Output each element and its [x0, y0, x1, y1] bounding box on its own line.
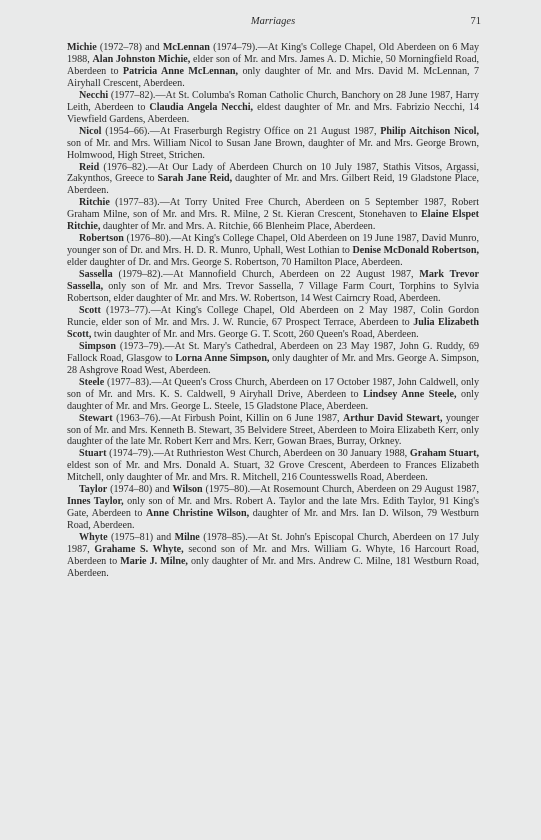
entry-text: daughter of Mr. and Mrs. Gilbert Reid, 19 Gladstone Place, Aberdeen.: [67, 173, 479, 197]
bold-name: Whyte: [79, 532, 108, 544]
bold-name: Stuart: [79, 448, 107, 460]
entry-text: only son of Mr. and Mrs. Robert A. Taylor and the late Mrs. Edith Taylor, 91 King's Gate, Aberdeen to: [67, 496, 479, 520]
bold-name: Mark Trevor Sassella,: [67, 269, 480, 293]
entry-text: (1974–79).—At King's College Chapel, Old Aberdeen on 6 May 1988,: [67, 42, 479, 65]
page-number: 71: [470, 16, 481, 27]
marriage-entry: [67, 448, 479, 484]
entry-text: (1973–77).—At King's College Chapel, Old Aberdeen on 2 May 1987, Colin Gordon Runcie, elder son of Mr. and Mrs. J. W. Runcie, 67 Prospect Terrace, Aberdeen to: [67, 304, 479, 328]
entry-text: (1975–81) and: [107, 532, 175, 544]
bold-name: Grahame S. Whyte,: [94, 544, 184, 556]
marriage-entry: [67, 377, 479, 413]
entry-text: daughter of Mr. and Mrs. Ian D. Wilson, 79 Westburn Road, Aberdeen.: [67, 508, 479, 532]
bold-name: Reid: [79, 161, 100, 173]
bold-name: Graham Stuart,: [409, 448, 479, 460]
entry-text: elder daughter of Dr. and Mrs. George S. Robertson, 70 Hamilton Place, Aberdeen.: [67, 257, 403, 269]
marriage-entry: [67, 413, 479, 449]
marriage-entry: [67, 305, 479, 341]
bold-name: Wilson: [172, 484, 203, 496]
bold-name: Alan Johnston Michie,: [92, 53, 191, 65]
bold-name: Robertson: [79, 233, 124, 245]
marriage-entry: [67, 532, 479, 580]
entry-text: (1974–79).—At Ruthrieston West Church, Aberdeen on 30 January 1988,: [106, 448, 410, 460]
bold-name: Necchi: [79, 89, 109, 101]
entry-text: only son of Mr. and Mrs. Trevor Sassella, 7 Village Farm Court, Torphins to Sylvia Robertson, elder daughter of Mr. and Mrs. W. Robertson, 14 West Cairncry Road, Aberdeen.: [67, 281, 479, 305]
marriage-entries: [67, 42, 479, 580]
bold-name: Steele: [79, 376, 105, 388]
marriage-entry: [67, 269, 479, 305]
bold-name: Denise McDonald Robertson,: [352, 245, 479, 257]
marriage-entry: [67, 90, 479, 126]
entry-text: second son of Mr. and Mrs. William G. Whyte, 16 Harcourt Road, Aberdeen to: [67, 544, 479, 567]
marriage-entry: [67, 126, 479, 162]
running-head: [67, 14, 479, 36]
marriage-entry: [67, 233, 479, 269]
entry-text: (1975–80).—At Rosemount Church, Aberdeen on 29 August 1987,: [202, 484, 479, 496]
bold-name: Stewart: [79, 412, 113, 424]
bold-name: Taylor: [79, 484, 108, 496]
marriage-entry: [67, 484, 479, 532]
marriage-entry: [67, 197, 479, 233]
entry-text: eldest son of Mr. and Mrs. Donald A. Stuart, 32 Grove Crescent, Aberdeen to Frances Elizabeth Mitchell, only daughter of Mr. and Mrs. R. Mitchell, 216 Countesswells Road, Aberdeen.: [67, 460, 479, 484]
entry-text: (1979–82).—At Mannofield Church, Aberdeen on 22 August 1987,: [112, 269, 420, 281]
bold-name: Lindsey Anne Steele,: [363, 388, 457, 400]
bold-name: Philip Aitchison Nicol,: [380, 125, 479, 137]
entry-text: eldest daughter of Mr. and Mrs. Fabrizio Necchi, 14 Viewfield Gardens, Aberdeen.: [67, 101, 479, 125]
bold-name: Michie: [67, 42, 97, 53]
entry-text: daughter of Mr. and Mrs. A. Ritchie, 66 Blenheim Place, Aberdeen.: [100, 221, 376, 233]
entry-text: (1978–85).—At St. John's Episcopal Church, Aberdeen on 17 July 1987,: [67, 532, 479, 556]
running-title: Marriages: [250, 16, 296, 27]
entry-text: only daughter of Mr. and Mrs. George L. Steele, 15 Gladstone Place, Aberdeen.: [67, 388, 480, 412]
bold-name: Patricia Anne McLennan,: [122, 65, 239, 77]
bold-name: Julia Elizabeth Scott,: [67, 316, 479, 340]
entry-text: (1954–66).—At Fraserburgh Registry Office on 21 August 1987,: [101, 125, 381, 137]
entry-text: (1972–78) and: [96, 42, 163, 53]
bold-name: Marie J. Milne,: [120, 555, 188, 567]
entry-text: (1977–82).—At St. Columba's Roman Catholic Church, Banchory on 28 June 1987, Harry Leith, Aberdeen to: [67, 89, 479, 113]
bold-name: Elaine Elspet Ritchie,: [67, 209, 479, 233]
bold-name: Arthur David Stewart,: [342, 412, 443, 424]
entry-text: (1976–82).—At Our Lady of Aberdeen Church on 10 July 1987, Stathis Vitsos, Argassi, Zakynthos, Greece to: [67, 161, 479, 185]
bold-name: Sarah Jane Reid,: [157, 173, 233, 185]
entry-text: (1977–83).—At Queen's Cross Church, Aberdeen on 17 October 1987, John Caldwell, only son of Mr. and Mrs. K. S. Caldwell, 9 Airyhall Drive, Aberdeen to: [67, 376, 479, 400]
entry-text: elder son of Mr. and Mrs. James A. D. Michie, 50 Morningfield Road, Aberdeen to: [67, 53, 480, 77]
entry-text: (1977–83).—At Torry United Free Church, Aberdeen on 5 September 1987, Robert Graham Milne, son of Mr. and Mrs. R. Milne, 2 St. Kieran Crescent, Stonehaven to: [67, 197, 479, 221]
entry-text: twin daughter of Mr. and Mrs. George G. T. Scott, 260 Queen's Road, Aberdeen.: [91, 328, 419, 340]
bold-name: Sassella: [79, 269, 113, 281]
marriage-entry: [67, 162, 479, 198]
marriage-entry: [67, 42, 479, 90]
bold-name: Anne Christine Wilson,: [146, 508, 250, 520]
bold-name: Claudia Angela Necchi,: [149, 101, 254, 113]
entry-text: younger son of Mr. and Mrs. Kenneth B. Stewart, 35 Belvidere Street, Aberdeen to Moira Elizabeth Kerr, only daughter of the late Mr. Robert Kerr and Mrs. Kerr, Gowan Braes, Burray, Orkney.: [67, 412, 479, 448]
marriage-entry: [67, 341, 479, 377]
bold-name: McLennan: [162, 42, 210, 53]
entry-text: son of Mr. and Mrs. William Nicol to Susan Jane Brown, daughter of Mr. and Mrs. George Brown, Holmwood, High Street, Strichen.: [67, 137, 479, 161]
entry-text: (1963–76).—At Firbush Point, Killin on 6 June 1987,: [112, 412, 343, 424]
bold-name: Ritchie: [79, 197, 110, 209]
bold-name: Simpson: [79, 340, 117, 352]
entry-text: only daughter of Mr. and Mrs. George A. Simpson, 28 Ashgrove Road West, Aberdeen.: [67, 352, 479, 376]
bold-name: Milne: [174, 532, 200, 544]
entry-text: only daughter of Mr. and Mrs. Andrew C. Milne, 181 Westburn Road, Aberdeen.: [67, 555, 479, 579]
bold-name: Innes Taylor,: [67, 496, 124, 508]
bold-name: Nicol: [79, 125, 102, 137]
entry-text: (1974–80) and: [107, 484, 173, 496]
bold-name: Lorna Anne Simpson,: [175, 352, 270, 364]
entry-text: only daughter of Mr. and Mrs. David M. McLennan, 7 Airyhall Crescent, Aberdeen.: [67, 65, 479, 89]
entry-text: (1973–79).—At St. Mary's Cathedral, Aberdeen on 23 May 1987, John G. Ruddy, 69 Fallock Road, Glasgow to: [67, 340, 479, 364]
entry-text: (1976–80).—At King's College Chapel, Old Aberdeen on 19 June 1987, David Munro, younger son of Dr. and Mrs. H. D. R. Munro, Uphall, West Lothian to: [67, 233, 479, 257]
bold-name: Scott: [79, 304, 101, 316]
